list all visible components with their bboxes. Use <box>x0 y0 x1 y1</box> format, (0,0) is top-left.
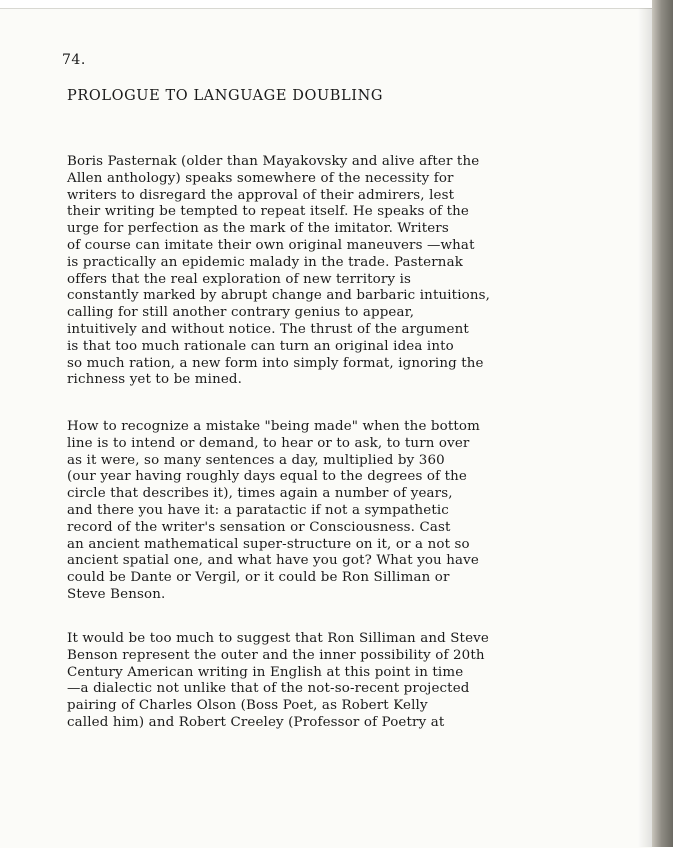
text-line: offers that the real exploration of new territory is <box>67 271 412 287</box>
page-number: 74. <box>62 52 86 68</box>
gutter-shadow <box>638 8 652 847</box>
text-line: of course can imitate their own original maneuvers —what <box>67 237 475 253</box>
text-line: record of the writer's sensation or Consciousness. Cast <box>67 519 451 535</box>
text-line: It would be too much to suggest that Ron Silliman and Steve <box>67 631 489 646</box>
text-line: constantly marked by abrupt change and barbaric intuitions, <box>67 288 491 304</box>
paragraph-1 <box>67 154 587 389</box>
text-line: How to recognize a mistake "being made" when the bottom <box>67 419 480 434</box>
text-line: so much ration, a new form into simply format, ignoring the <box>67 355 484 371</box>
text-line: is practically an epidemic malady in the trade. Pasternak <box>67 254 463 270</box>
text-line: line is to intend or demand, to hear or to ask, to turn over <box>67 435 470 451</box>
book-spine <box>652 0 673 847</box>
text-line: circle that describes it), times again a number of years, <box>67 486 453 502</box>
page-title: PROLOGUE TO LANGUAGE DOUBLING <box>67 88 384 104</box>
paragraph-3 <box>67 631 587 732</box>
text-line: (our year having roughly days equal to the degrees of the <box>67 469 467 485</box>
text-line: Benson represent the outer and the inner possibility of 20th <box>67 647 485 663</box>
text-line: Century American writing in English at this point in time <box>67 664 464 680</box>
text-line: their writing be tempted to repeat itself. He speaks of the <box>67 204 469 220</box>
text-line: and there you have it: a paratactic if not a sympathetic <box>67 502 449 518</box>
text-line: Steve Benson. <box>67 586 166 602</box>
text-line: could be Dante or Vergil, or it could be Ron Silliman or <box>67 570 450 586</box>
text-line: calling for still another contrary genius to appear, <box>67 305 415 321</box>
text-line: called him) and Robert Creeley (Professor of Poetry at <box>67 714 445 730</box>
text-line: urge for perfection as the mark of the imitator. Writers <box>67 221 449 237</box>
text-line: pairing of Charles Olson (Boss Poet, as Robert Kelly <box>67 698 428 714</box>
text-line: —a dialectic not unlike that of the not-so-recent projected <box>67 681 470 697</box>
text-line: writers to disregard the approval of their admirers, lest <box>67 187 455 203</box>
text-line: Boris Pasternak (older than Mayakovsky and alive after the <box>67 154 480 169</box>
text-line: richness yet to be mined. <box>67 372 243 388</box>
text-line: is that too much rationale can turn an original idea into <box>67 338 454 354</box>
text-line: Allen anthology) speaks somewhere of the necessity for <box>67 170 454 186</box>
text-line: intuitively and without notice. The thrust of the argument <box>67 321 469 337</box>
paragraph-2 <box>67 419 587 604</box>
text-line: as it were, so many sentences a day, multiplied by 360 <box>67 452 445 468</box>
text-line: an ancient mathematical super-structure on it, or a not so <box>67 536 470 552</box>
text-line: ancient spatial one, and what have you got? What you have <box>67 553 479 569</box>
